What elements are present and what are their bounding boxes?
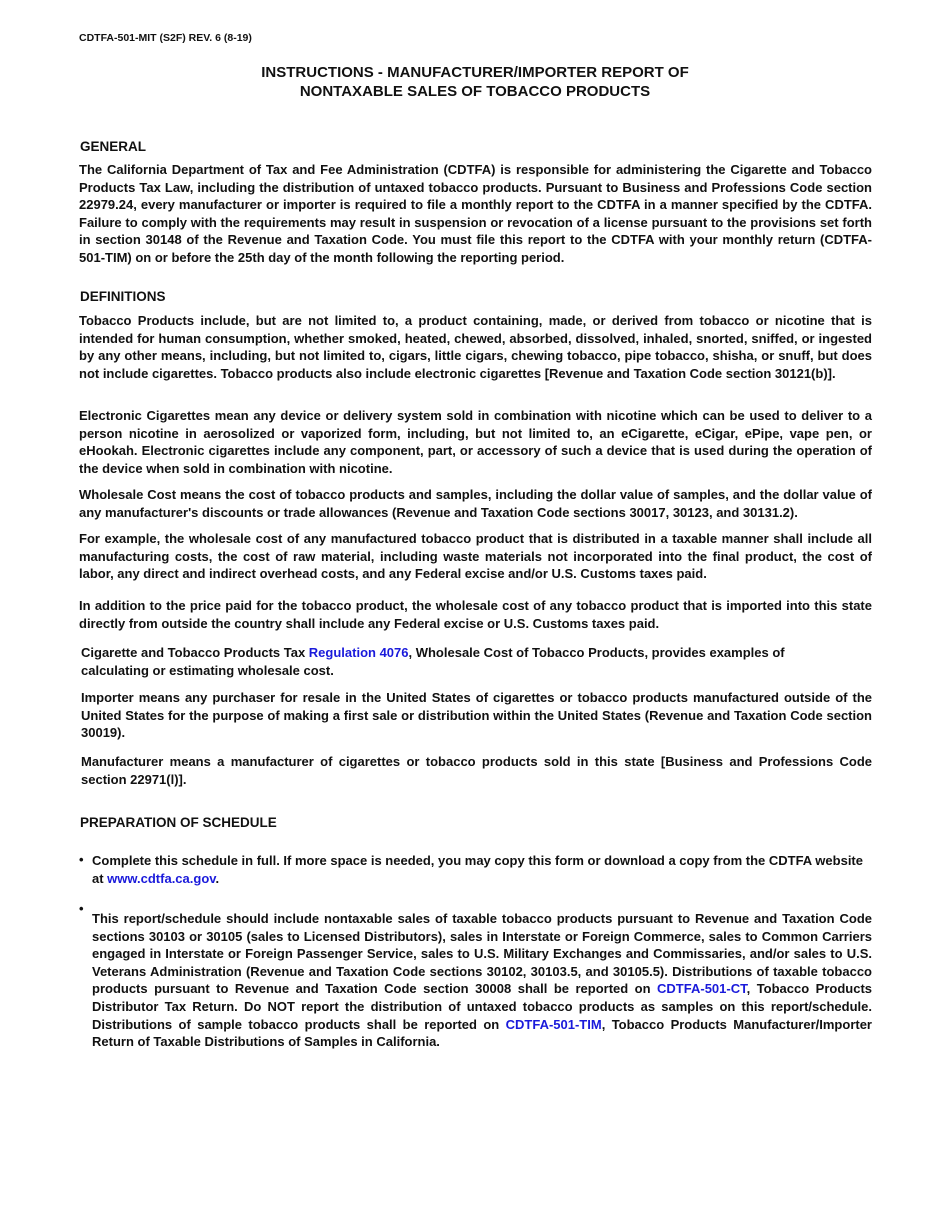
bullet-marker-2: • — [79, 901, 84, 916]
bullet-2-text-part-2: , Tobacco Products Distributor Tax Return. Do NOT report the distribution of untaxed tobacco products as samples on this report/schedule. Distributions of sample tobacco products shall be reported on — [92, 981, 873, 1032]
wholesale-cost-definition: Wholesale Cost means the cost of tobacco products and samples, including the dollar value of samples, and the dollar value of any manufacturer's discounts or trade allowances (Revenue and Taxation Code sections 30017, 30123, and 30131.2). — [79, 487, 872, 520]
regulation-4076-link[interactable]: Regulation 4076 — [308, 645, 409, 660]
definitions-heading: DEFINITIONS — [80, 289, 166, 304]
regulation-paragraph — [81, 644, 811, 679]
manufacturer-definition: Manufacturer means a manufacturer of cigarettes or tobacco products sold in this state [Business and Professions Code section 22971(l)]. — [81, 754, 872, 787]
general-heading: GENERAL — [80, 139, 147, 154]
bullet-1-text: Complete this schedule in full. If more space is needed, you may copy this form or download a copy from the CDTFA website at — [92, 853, 863, 886]
preparation-bullet-2 — [92, 910, 872, 1051]
preparation-bullet-1 — [92, 852, 872, 887]
cdtfa-501-tim-link[interactable]: CDTFA-501-TIM — [505, 1016, 602, 1032]
regulation-text-after: , Wholesale Cost of Tobacco Products, provides examples of calculating or estimating wholesale cost. — [81, 645, 785, 678]
regulation-text-before: Cigarette and Tobacco Products Tax — [81, 645, 309, 660]
cdtfa-501-ct-link[interactable]: CDTFA-501-CT — [657, 981, 747, 997]
tobacco-products-definition: Tobacco Products include, but are not limited to, a product containing, made, or derived from tobacco or nicotine that is intended for human consumption, whether smoked, heated, chewed, absorbed, dissolved, inhaled, snorted, sniffed, or ingested by any other means, including, but not limited to, cigars, little cigars, chewing tobacco, pipe tobacco, shisha, or snuff, but does not include cigarettes. Tobacco products also include electronic cigarettes [Revenue and Taxation Code section 30121(b)]. — [79, 313, 872, 381]
preparation-heading: PREPARATION OF SCHEDULE — [80, 815, 277, 830]
bullet-marker-1: • — [79, 852, 84, 867]
cdtfa-website-link[interactable]: www.cdtfa.ca.gov — [107, 870, 216, 886]
page-title-line-1: INSTRUCTIONS - MANUFACTURER/IMPORTER REPORT OF — [261, 64, 689, 81]
form-id: CDTFA-501-MIT (S2F) REV. 6 (8-19) — [79, 32, 252, 44]
bullet-2-text-part-1: This report/schedule should include nontaxable sales of taxable tobacco products pursuant to Revenue and Taxation Code sections 30103 or 30105 (sales to Licensed Distributors), sales in Interstate or Foreign Commerce, sales to Common Carriers engaged in Interstate or Foreign Passenger Service, sales to U.S. Military Exchanges and Commissaries, and/or sales to U.S. Veterans Administration (Revenue and Taxation Code sections 30102, 30103.5, and 30105.5). Distributions of taxable tobacco products pursuant to Revenue and Taxation Code section 30008 shall be reported on — [92, 911, 872, 997]
page-title-line-2: NONTAXABLE SALES OF TOBACCO PRODUCTS — [299, 83, 651, 100]
electronic-cigarettes-definition: Electronic Cigarettes mean any device or delivery system sold in combination with nicotine which can be used to deliver to a person nicotine in aerosolized or vaporized form, including, but not limited to, an eCigarette, eCigar, ePipe, vape pen, or eHookah. Electronic cigarettes include any component, part, or accessory of such a device that is used during the operation of the device when sold in combination with nicotine. — [79, 408, 872, 476]
general-paragraph: The California Department of Tax and Fee Administration (CDTFA) is responsible for administering the Cigarette and Tobacco Products Tax Law, including the distribution of untaxed tobacco products. Pursuant to Business and Professions Code section 22979.24, every manufacturer or importer is required to file a monthly report to the CDTFA in a manner specified by the CDTFA. Failure to comply with the requirements may result in suspension or revocation of a license pursuant to the provisions set forth in section 30148 of the Revenue and Taxation Code. You must file this report to the CDTFA with your monthly return (CDTFA-501-TIM) on or before the 25th day of the month following the reporting period. — [79, 162, 872, 265]
imported-product-cost: In addition to the price paid for the tobacco product, the wholesale cost of any tobacco product that is imported into this state directly from outside the country shall include any Federal excise or U.S. Customs taxes paid. — [79, 598, 872, 631]
bullet-1-end: . — [215, 870, 220, 886]
bullet-2-text-part-3: , Tobacco Products Manufacturer/Importer Return of Taxable Distributions of Samples in California. — [92, 1016, 872, 1050]
importer-definition: Importer means any purchaser for resale in the United States of cigarettes or tobacco products manufactured outside of the United States for the purpose of making a first sale or distribution within the United States (Revenue and Taxation Code section 30019). — [81, 690, 872, 741]
page-title — [0, 63, 950, 101]
wholesale-cost-example: For example, the wholesale cost of any manufactured tobacco product that is distributed in a taxable manner shall include all manufacturing costs, the cost of raw material, including waste materials not incorporated into the final product, the cost of labor, any direct and indirect overhead costs, and any Federal excise and/or U.S. Customs taxes paid. — [79, 531, 872, 582]
